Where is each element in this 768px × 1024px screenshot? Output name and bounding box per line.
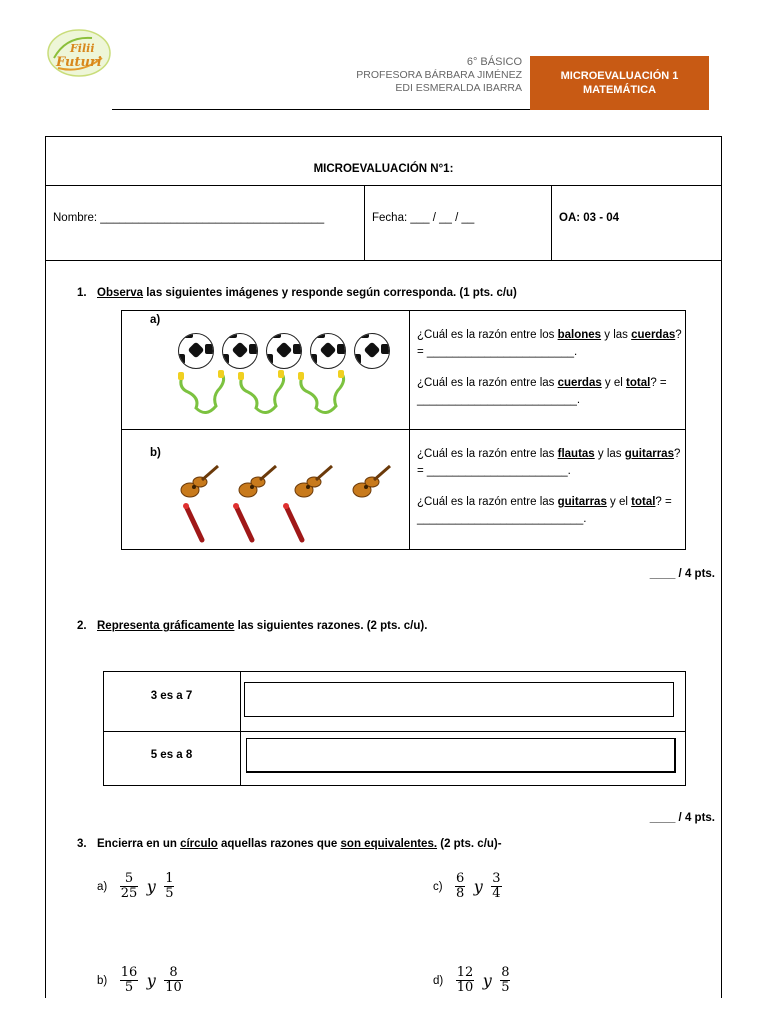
q3-option-b[interactable]: b) $\frac{16}{5}$ y $\frac{8}{10}$ <box>97 965 182 995</box>
q1-score: ____ / 4 pts. <box>649 568 715 580</box>
date-field[interactable]: Fecha: ___ / __ / __ <box>372 212 475 224</box>
q2-rest: las siguientes razones. (2 pts. c/u). <box>234 620 428 632</box>
soccer-ball-icon <box>266 333 302 369</box>
fraction: $\frac{5}{25}$ <box>120 871 138 901</box>
jump-rope-icon <box>241 374 284 413</box>
evaluation-frame <box>45 136 722 998</box>
q2-row-1-label: 3 es a 7 <box>150 690 193 702</box>
q3-option-d[interactable]: d) $\frac{12}{10}$ y $\frac{8}{5}$ <box>433 965 510 995</box>
fraction: $\frac{16}{5}$ <box>120 965 138 995</box>
q1-rest: las siguientes imágenes y responde según corresponda. (1 pts. c/u) <box>143 287 517 299</box>
soccer-ball-icon <box>178 333 214 369</box>
divider <box>45 185 722 186</box>
name-field[interactable]: Nombre: ___________________________________ <box>53 212 325 224</box>
q2-verb: Representa gráficamente <box>97 620 235 632</box>
q2-row-2-label: 5 es a 8 <box>150 749 193 761</box>
header-box-line-1: MICROEVALUACIÓN 1 <box>560 70 679 82</box>
divider <box>364 185 365 260</box>
q1-verb: Observa <box>97 287 144 299</box>
q1b-question-1: ¿Cuál es la razón entre las flautas y las guitarras? = ______________________. <box>417 448 681 477</box>
q3-heading: Encierra en un círculo aquellas razones que son equivalentes. (2 pts. c/u)- <box>97 838 502 850</box>
soccer-ball-icon <box>354 333 390 369</box>
logo-text-bottom: Futuri <box>56 55 102 70</box>
divider <box>45 260 722 261</box>
soccer-ball-icon <box>222 333 258 369</box>
header-box-line-2: MATEMÁTICA <box>582 84 657 96</box>
header-title-box <box>530 56 709 110</box>
grade-label: 6° BÁSICO <box>466 56 522 68</box>
jump-ropes-image <box>176 370 346 423</box>
fraction: $\frac{6}{8}$ <box>456 871 465 901</box>
jump-rope-icon <box>181 374 224 413</box>
fraction: $\frac{8}{5}$ <box>501 965 510 995</box>
q1-number: 1. <box>77 287 87 299</box>
guitar-icon <box>181 466 390 497</box>
fraction: $\frac{12}{10}$ <box>456 965 474 995</box>
q1-heading <box>97 287 517 299</box>
q1b-question-2: ¿Cuál es la razón entre las guitarras y el total? = __________________________. <box>417 496 672 525</box>
fraction: $\frac{1}{5}$ <box>165 871 174 901</box>
divider <box>240 671 241 786</box>
q1a-label: a) <box>150 314 161 326</box>
logo-text-top: Filii <box>70 42 95 55</box>
oa-label: OA: 03 - 04 <box>559 212 620 224</box>
q1b-label: b) <box>150 447 161 459</box>
q3-number: 3. <box>77 838 87 850</box>
q1a-question-1: ¿Cuál es la razón entre los balones y las cuerdas? = _______________________. <box>417 329 682 358</box>
header-info <box>356 56 522 95</box>
q2-answer-box-2[interactable] <box>246 738 676 773</box>
q2-heading <box>97 620 427 632</box>
flutes-image <box>180 502 320 549</box>
q3-option-c[interactable]: c) $\frac{6}{8}$ y $\frac{3}{4}$ <box>433 871 501 901</box>
divider <box>551 185 552 260</box>
teacher-1: PROFESORA BÁRBARA JIMÉNEZ <box>356 69 522 81</box>
teacher-2: EDI ESMERALDA IBARRA <box>395 82 522 94</box>
fraction: $\frac{3}{4}$ <box>492 871 501 901</box>
divider <box>103 731 686 732</box>
q2-number: 2. <box>77 620 87 632</box>
fraction: $\frac{8}{10}$ <box>165 965 182 995</box>
divider <box>409 310 410 550</box>
balls-image <box>178 333 390 369</box>
form-title: MICROEVALUACIÓN N°1: <box>313 163 454 175</box>
jump-rope-icon <box>301 374 344 413</box>
school-logo <box>46 28 112 78</box>
flute-icon <box>186 506 302 540</box>
q3-option-a[interactable]: a) $\frac{5}{25}$ y $\frac{1}{5}$ <box>97 871 174 901</box>
q2-answer-box-1[interactable] <box>244 682 674 717</box>
soccer-ball-icon <box>310 333 346 369</box>
q2-score: ____ / 4 pts. <box>649 812 715 824</box>
guitars-image <box>178 462 393 507</box>
header-rule <box>112 109 530 110</box>
q1a-question-2: ¿Cuál es la razón entre las cuerdas y el total? = _________________________. <box>417 377 667 406</box>
divider <box>121 429 686 430</box>
